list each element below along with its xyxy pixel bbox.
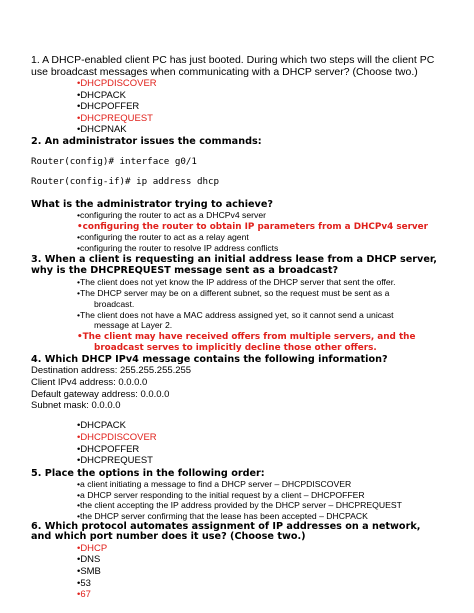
q6-option-dns: •DNS [77, 554, 101, 566]
question-6-line-1: 6. Which protocol automates assignment of IP addresses on a network, [31, 520, 421, 532]
q3-option-3-line-2: message at Layer 2. [94, 320, 173, 331]
q3-option-2-line-1: •The DHCP server may be on a different subnet, so the request must be sent as a [77, 288, 390, 299]
q5-item-3: •the client accepting the IP address provided by the DHCP server – DHCPREQUEST [77, 500, 402, 511]
question-2-prompt: What is the administrator trying to achieve? [31, 198, 274, 210]
question-2-title: 2. An administrator issues the commands: [31, 135, 262, 147]
q5-item-4: •the DHCP server confirming that the lease has been accepted – DHCPACK [77, 510, 368, 521]
question-3-line-2: why is the DHCPREQUEST message sent as a broadcast? [31, 265, 339, 277]
q2-command-2: Router(config-if)# ip address dhcp [31, 176, 220, 188]
q3-option-2-line-2: broadcast. [94, 298, 135, 309]
q3-option-4-line-2-answer: broadcast serves to implicitly decline those other offers. [94, 342, 377, 353]
q3-option-3-line-1: •The client does not have a MAC address assigned yet, so it cannot send a unicast [77, 309, 394, 320]
question-1-line-1: 1. A DHCP-enabled client PC has just booted. During which two steps will the client PC [31, 55, 435, 66]
q1-option-dhcpnak: •DHCPNAK [77, 124, 127, 136]
q4-option-dhcpack: •DHCPACK [77, 420, 126, 432]
q6-option-smb: •SMB [77, 565, 101, 577]
q4-info-destination: Destination address: 255.255.255.255 [31, 365, 192, 377]
q3-option-1: •The client does not yet know the IP address of the DHCP server that sent the offer. [77, 276, 396, 287]
question-4-title: 4. Which DHCP IPv4 message contains the following information? [31, 354, 388, 365]
q6-option-67-answer: •67 [77, 589, 91, 600]
q2-option-1: •configuring the router to act as a DHCPv4 server [77, 210, 267, 221]
question-5-title: 5. Place the options in the following order: [31, 467, 265, 479]
q1-option-dhcprequest-answer: •DHCPREQUEST [77, 112, 153, 124]
q4-option-dhcpoffer: •DHCPOFFER [77, 443, 140, 455]
question-6-line-2: and which port number does it use? (Choose two.) [31, 531, 306, 543]
q3-option-4-line-1-answer: •The client may have received offers from multiple servers, and the [77, 331, 416, 342]
question-3-line-1: 3. When a client is requesting an initial address lease from a DHCP server, [31, 253, 437, 265]
q4-info-subnet: Subnet mask: 0.0.0.0 [31, 400, 121, 411]
q1-option-dhcpoffer: •DHCPOFFER [77, 101, 140, 112]
q6-option-53: •53 [77, 577, 91, 589]
q1-option-dhcpack: •DHCPACK [77, 89, 126, 101]
q2-option-4: •configuring the router to resolve IP address conflicts [77, 243, 279, 253]
q2-option-2-answer: •configuring the router to obtain IP parameters from a DHCPv4 server [77, 221, 429, 232]
q5-item-2: •a DHCP server responding to the initial request by a client – DHCPOFFER [77, 489, 365, 500]
q6-option-dhcp-answer: •DHCP [77, 542, 108, 554]
q4-info-gateway: Default gateway address: 0.0.0.0 [31, 388, 170, 400]
q1-option-dhcpdiscover-answer: •DHCPDISCOVER [77, 78, 157, 89]
q2-option-3: •configuring the router to act as a relay agent [77, 232, 249, 243]
q2-command-1: Router(config)# interface g0/1 [31, 156, 197, 167]
q4-option-dhcprequest: •DHCPREQUEST [77, 455, 153, 466]
q4-option-dhcpdiscover-answer: •DHCPDISCOVER [77, 432, 157, 443]
q4-info-client-ip: Client IPv4 address: 0.0.0.0 [31, 377, 148, 388]
question-1-line-2: use broadcast messages when communicating with a DHCP server? (Choose two.) [31, 66, 418, 78]
q5-item-1: •a client initiating a message to find a DHCP server – DHCPDISCOVER [77, 479, 352, 489]
